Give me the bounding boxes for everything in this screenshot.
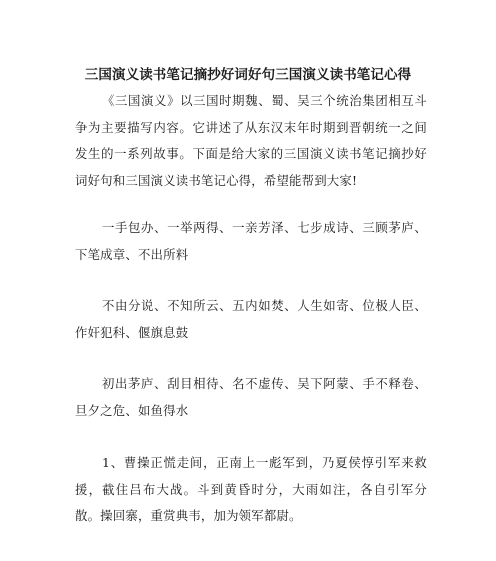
intro-paragraph: 《三国演义》以三国时期魏、蜀、吴三个统治集团相互斗争为主要描写内容。它讲述了从东汉末年时期到晋朝统一之间发生的一系列故事。下面是给大家的三国演义读书笔记摘抄好词好句和三国演义读书笔记心得，希望能帮到大家!	[75, 93, 427, 188]
excerpt-paragraph-1: 1、曹操正慌走间，正南上一彪军到，乃夏侯惇引军来救援，截住吕布大战。斗到黄昏时分，大雨如注，各自引军分散。操回寨，重赏典韦，加为领军都尉。	[75, 455, 427, 523]
vocabulary-list-1: 一手包办、一举两得、一亲芳泽、七步成诗、三顾茅庐、下笔成章、不出所料	[75, 220, 427, 262]
vocabulary-list-2: 不由分说、不知所云、五内如焚、人生如寄、位极人臣、作奸犯科、偃旗息鼓	[75, 298, 427, 340]
document-title: 三国演义读书笔记摘抄好词好句三国演义读书笔记心得	[84, 67, 412, 83]
vocabulary-list-3: 初出茅庐、刮目相待、名不虚传、吴下阿蒙、手不释卷、旦夕之危、如鱼得水	[75, 376, 427, 418]
